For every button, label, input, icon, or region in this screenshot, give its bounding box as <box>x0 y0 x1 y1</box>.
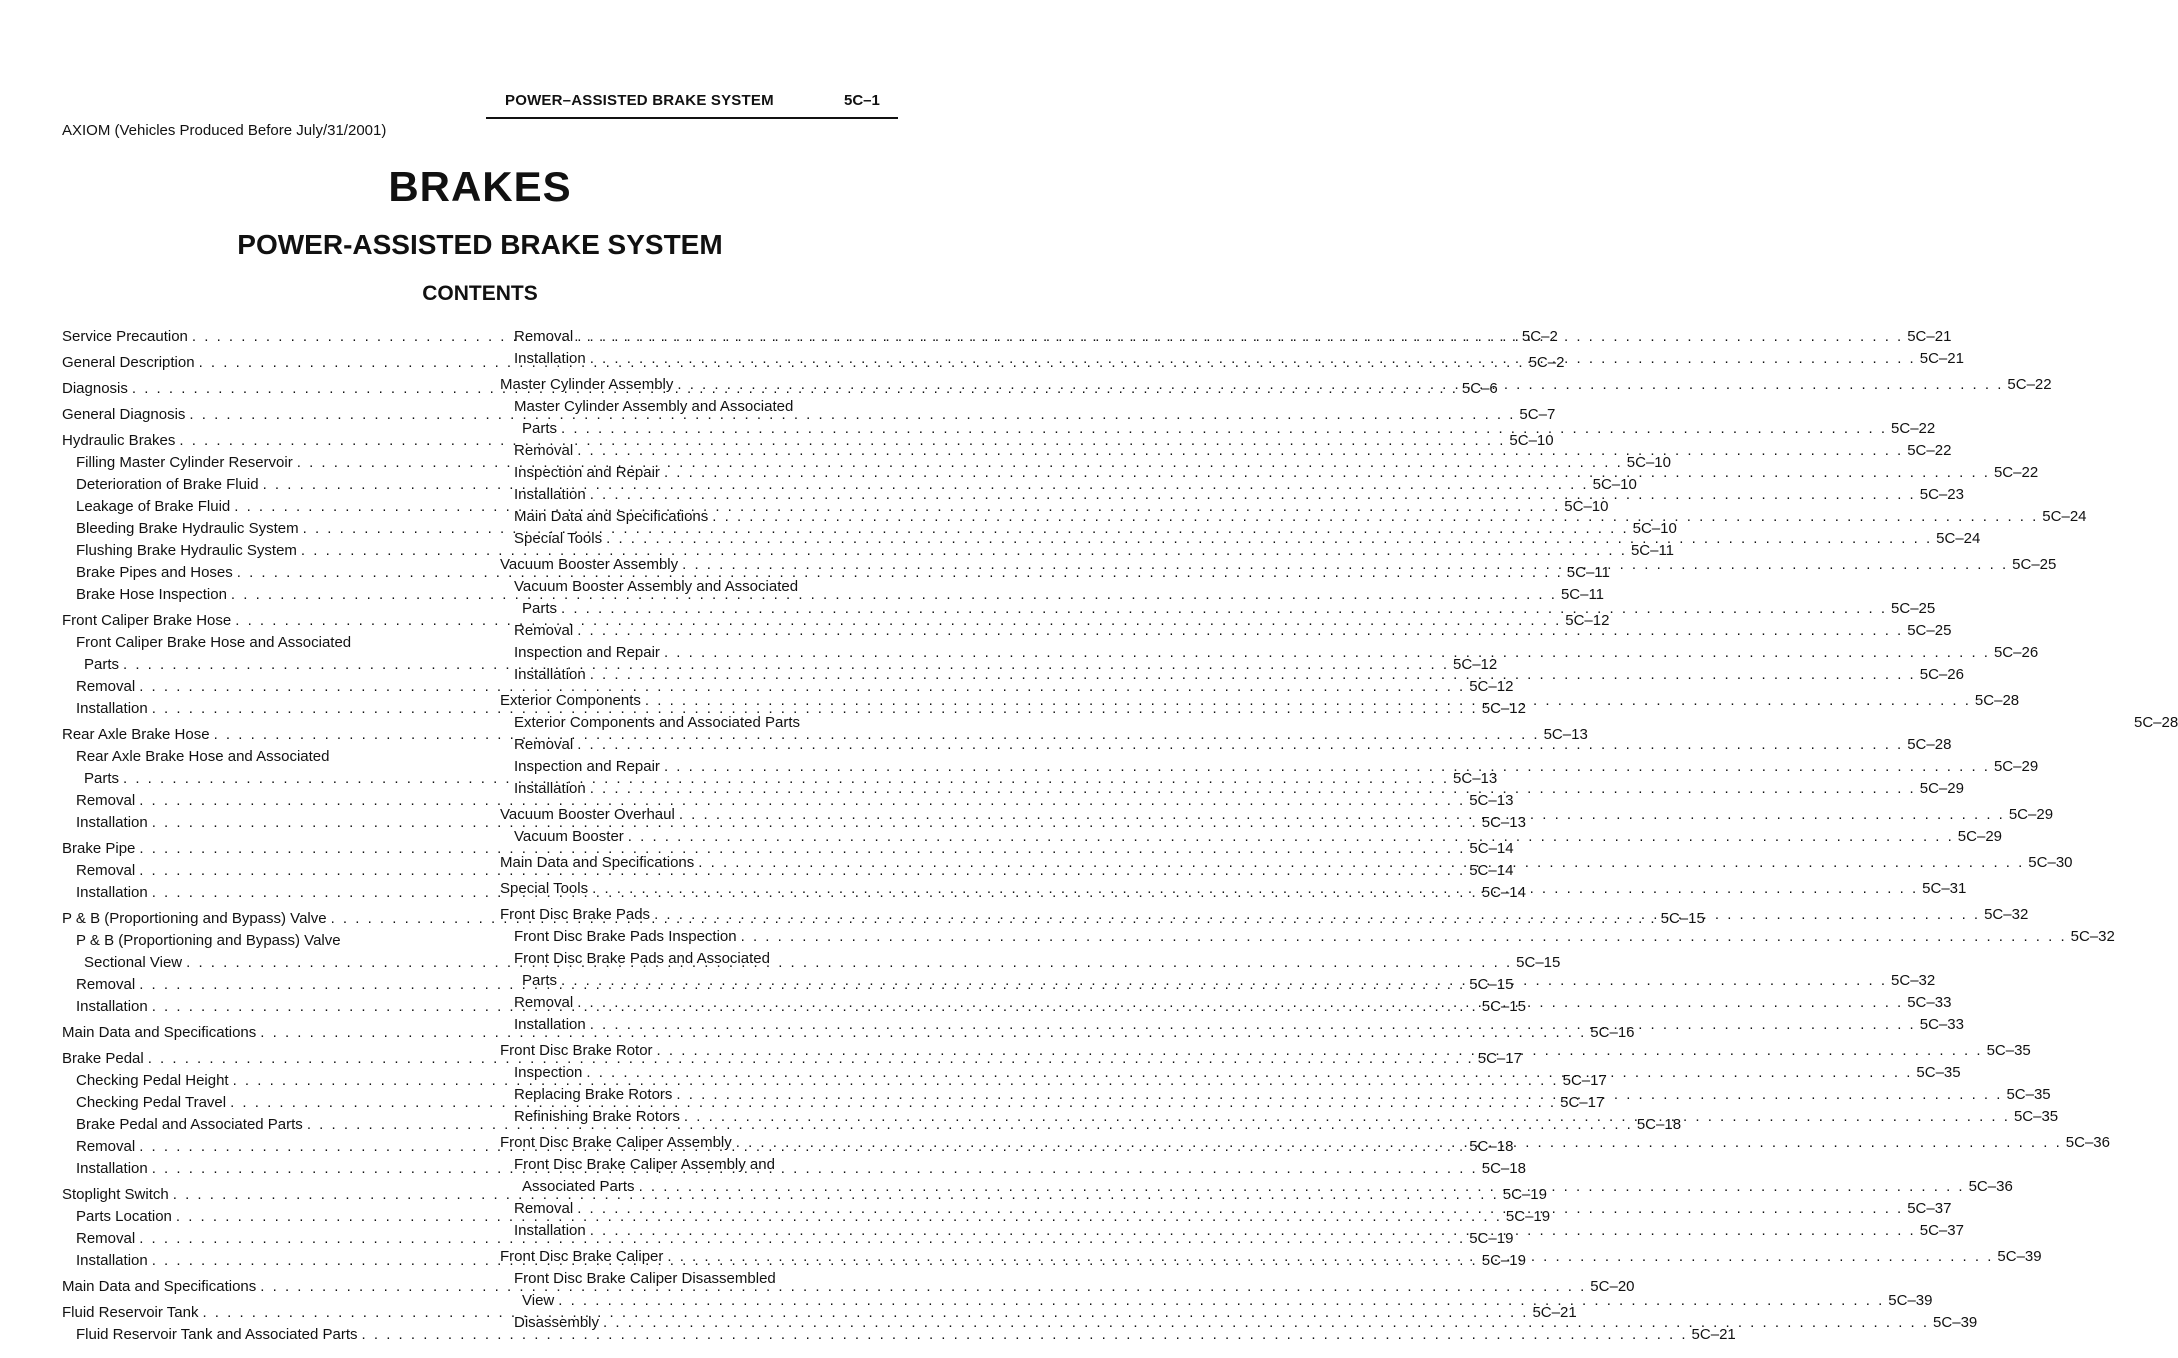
header-page-number: 5C–1 <box>844 92 880 109</box>
toc-page-number: 5C–11 <box>1630 542 1675 559</box>
toc-leader-dots <box>577 734 1903 756</box>
toc-page-number: 5C–14 <box>1481 884 1526 901</box>
toc-entry-title: Inspection and Repair <box>514 464 660 481</box>
toc-entry-title: Front Caliper Brake Hose and Associated <box>76 634 352 651</box>
toc-page-number: 5C–19 <box>1469 1230 1514 1247</box>
toc-entry-title: Installation <box>514 1016 586 1033</box>
toc-entry-title: Brake Pipe <box>62 840 136 857</box>
toc-entry-title: Stoplight Switch <box>62 1186 169 1203</box>
toc-entry-title: General Diagnosis <box>62 406 186 423</box>
toc-page-number: 5C–17 <box>1477 1050 1522 1067</box>
header-rule <box>486 117 898 119</box>
toc-entry-title: Vacuum Booster Assembly <box>500 556 679 573</box>
toc-page-number: 5C–22 <box>2007 376 2052 393</box>
toc-page-number: 5C–31 <box>1922 880 1967 897</box>
toc-leader-dots <box>603 1312 1929 1334</box>
toc-leader-dots <box>577 620 1903 642</box>
toc-entry-title: Checking Pedal Travel <box>76 1094 227 1111</box>
toc-entry-title: Removal <box>514 622 574 639</box>
toc-entry-title: Installation <box>76 814 148 831</box>
toc-page-number: 5C–32 <box>1891 972 1936 989</box>
header-section-title: POWER–ASSISTED BRAKE SYSTEM <box>505 92 774 109</box>
toc-page-number: 5C–32 <box>2070 928 2115 945</box>
toc-page-number: 5C–10 <box>1564 498 1609 515</box>
toc-entry-title: Front Disc Brake Caliper Assembly and <box>514 1156 775 1173</box>
toc-page-number: 5C–36 <box>1968 1178 2013 1195</box>
toc-page-number: 5C–20 <box>1590 1278 1635 1295</box>
toc-page-number: 5C–10 <box>1509 432 1554 449</box>
toc-entry-title: Master Cylinder Assembly <box>500 376 674 393</box>
toc-entry[interactable] <box>500 348 1964 370</box>
document-subtitle: POWER-ASSISTED BRAKE SYSTEM <box>237 229 723 260</box>
toc-entry-title: Front Disc Brake Pads <box>500 906 651 923</box>
toc-entry-title: Special Tools <box>500 880 589 897</box>
toc-entry-title: Front Disc Brake Caliper Disassembled <box>514 1270 776 1287</box>
toc-page-number: 5C–35 <box>1916 1064 1961 1081</box>
toc-page-number: 5C–26 <box>1919 666 1964 683</box>
toc-leader-dots <box>577 1198 1903 1220</box>
toc-entry-title: Installation <box>514 780 586 797</box>
toc-entry-title: Main Data and Specifications <box>62 1278 257 1295</box>
toc-page-number: 5C–21 <box>1919 350 1964 367</box>
toc-entry-title: Fluid Reservoir Tank and Associated Parts <box>76 1326 358 1343</box>
contents-heading: CONTENTS <box>422 282 538 305</box>
toc-entry-title: Front Disc Brake Pads and Associated <box>514 950 770 967</box>
toc-entry-title: Brake Hose Inspection <box>76 586 227 603</box>
toc-entry-title: Front Disc Brake Caliper <box>500 1248 664 1265</box>
toc-page-number: 5C–13 <box>1469 792 1514 809</box>
toc-leader-dots <box>684 1106 2010 1128</box>
toc-leader-dots <box>645 690 1971 712</box>
toc-page-number: 5C–15 <box>1516 954 1561 971</box>
toc-page-number: 5C–35 <box>2013 1108 2059 1125</box>
toc-leader-dots <box>558 1290 1884 1312</box>
toc-page-number: 5C–10 <box>1626 454 1671 471</box>
toc-entry-title: Deterioration of Brake Fluid <box>76 476 259 493</box>
toc-leader-dots <box>628 826 1954 848</box>
toc-page-number: 5C–29 <box>2008 806 2054 823</box>
toc-entry-title: Inspection <box>514 1064 583 1081</box>
toc-entry-title: P & B (Proportioning and Bypass) Valve <box>62 910 327 927</box>
toc-entry-title: Installation <box>514 666 586 683</box>
toc-entry-title: Vacuum Booster <box>514 828 624 845</box>
toc-page-number: 5C–13 <box>1453 770 1498 787</box>
toc-entry-title: Exterior Components and Associated Parts <box>514 714 800 731</box>
toc-leader-dots <box>736 1132 2062 1154</box>
toc-entry-title: Installation <box>514 1222 586 1239</box>
toc-entry-title: Brake Pedal <box>62 1050 144 1067</box>
toc-page-number: 5C–18 <box>1636 1116 1682 1133</box>
toc-entry[interactable] <box>500 712 2178 734</box>
toc-page-number: 5C–26 <box>1993 644 2039 661</box>
toc-page-number: 5C–21 <box>1907 328 1952 345</box>
toc-entry-title: Special Tools <box>514 530 603 547</box>
toc-page-number: 5C–35 <box>2006 1086 2051 1103</box>
toc-page-number: 5C–39 <box>1888 1292 1933 1309</box>
toc-leader-dots <box>577 326 1903 348</box>
toc-page-number: 5C–12 <box>1469 678 1514 695</box>
toc-entry-title: Disassembly <box>514 1314 600 1331</box>
toc-page-number: 5C–12 <box>1565 612 1610 629</box>
toc-entry-title: Filling Master Cylinder Reservoir <box>76 454 293 471</box>
toc-entry[interactable] <box>62 790 1514 812</box>
toc-page-number: 5C–19 <box>1505 1208 1551 1225</box>
vehicle-line: AXIOM (Vehicles Produced Before July/31/2001) <box>62 122 387 139</box>
toc-page-number: 5C–11 <box>1560 586 1605 603</box>
toc-entry-title: Exterior Components <box>500 692 641 709</box>
toc-entry-title: Removal <box>76 976 136 993</box>
toc-leader-dots <box>698 852 2024 874</box>
toc-entry-title-continued: Parts <box>84 770 120 787</box>
toc-page-number: 5C–10 <box>1632 520 1677 537</box>
toc-entry-title: Front Disc Brake Caliper Assembly <box>500 1134 732 1151</box>
toc-leader-dots <box>561 418 1887 440</box>
toc-page-number: 5C–32 <box>1984 906 2029 923</box>
toc-page-number: 5C–14 <box>1469 840 1514 857</box>
toc-page-number: 5C–28 <box>2134 714 2178 731</box>
toc-page-number: 5C–22 <box>1891 420 1936 437</box>
toc-leader-dots <box>590 1014 1916 1036</box>
toc-page-number: 5C–18 <box>1481 1160 1526 1177</box>
toc-entry-title: Main Data and Specifications <box>514 508 709 525</box>
toc-page-number: 5C–29 <box>1919 780 1964 797</box>
toc-entry-title: Removal <box>76 792 136 809</box>
toc-entry-title: Replacing Brake Rotors <box>514 1086 673 1103</box>
toc-entry-title-continued: Sectional View <box>84 954 183 971</box>
toc-entry[interactable] <box>62 676 1514 698</box>
toc-leader-dots <box>561 598 1887 620</box>
toc-leader-dots <box>741 926 2067 948</box>
toc-leader-dots <box>577 440 1903 462</box>
toc-entry-title-continued: View <box>522 1292 555 1309</box>
toc-entry-title-continued: Associated Parts <box>522 1178 635 1195</box>
toc-entry-title: Hydraulic Brakes <box>62 432 176 449</box>
toc-leader-dots <box>676 1084 2002 1106</box>
toc-entry-title: General Description <box>62 354 195 371</box>
toc-entry-title: Rear Axle Brake Hose and Associated <box>76 748 330 765</box>
toc-entry-title: Checking Pedal Height <box>76 1072 229 1089</box>
toc-entry-title: Removal <box>76 678 136 695</box>
toc-entry-title-continued: Parts <box>522 420 558 437</box>
toc-leader-dots <box>679 804 2005 826</box>
toc-entry-title: Brake Pipes and Hoses <box>76 564 233 581</box>
toc-entry-title: Installation <box>76 1160 148 1177</box>
toc-page-number: 5C–29 <box>1957 828 2002 845</box>
toc-page-number: 5C–22 <box>1993 464 2039 481</box>
toc-entry-title: Front Disc Brake Pads Inspection <box>514 928 737 945</box>
toc-leader-dots <box>664 756 1990 778</box>
toc-entry-title: Vacuum Booster Overhaul <box>500 806 675 823</box>
toc-leader-dots <box>667 1246 1993 1268</box>
toc-entry-title: Fluid Reservoir Tank <box>62 1304 199 1321</box>
toc-entry[interactable] <box>62 540 1675 562</box>
toc-entry-title: P & B (Proportioning and Bypass) Valve <box>76 932 341 949</box>
toc-page-number: 5C–21 <box>1691 1326 1736 1343</box>
toc-leader-dots <box>590 778 1916 800</box>
toc-page-number: 5C–39 <box>1997 1248 2042 1265</box>
toc-page-number: 5C–2 <box>1528 354 1565 371</box>
toc-page-number: 5C–12 <box>1453 656 1498 673</box>
toc-entry-title: Removal <box>76 1138 136 1155</box>
toc-page-number: 5C–13 <box>1543 726 1588 743</box>
toc-entry-title: Removal <box>514 328 574 345</box>
toc-entry-title-continued: Parts <box>84 656 120 673</box>
toc-page-number: 5C–25 <box>1891 600 1936 617</box>
toc-entry-title: Installation <box>76 884 148 901</box>
toc-page-number: 5C–10 <box>1592 476 1637 493</box>
toc-entry-title: Installation <box>76 700 148 717</box>
toc-entry-title: Main Data and Specifications <box>500 854 695 871</box>
toc-entry[interactable] <box>62 838 1514 860</box>
toc-leader-dots <box>590 484 1916 506</box>
toc-leader-dots <box>639 1176 1965 1198</box>
toc-entry-title: Removal <box>76 1230 136 1247</box>
toc-page-number: 5C–24 <box>2042 508 2087 525</box>
toc-page-number: 5C–11 <box>1566 564 1610 581</box>
toc-entry-title: Installation <box>514 486 586 503</box>
toc-page-number: 5C–7 <box>1519 406 1556 423</box>
toc-entry-title: Front Caliper Brake Hose <box>62 612 232 629</box>
toc-leader-dots <box>590 348 1916 370</box>
toc-leader-dots <box>682 554 2008 576</box>
toc-entry-title: Front Disc Brake Rotor <box>500 1042 653 1059</box>
toc-page-number: 5C–15 <box>1481 998 1526 1015</box>
toc-page-number: 5C–17 <box>1562 1072 1607 1089</box>
toc-page-number: 5C–16 <box>1590 1024 1635 1041</box>
toc-entry-title: Installation <box>514 350 586 367</box>
toc-entry-title: Parts Location <box>76 1208 172 1225</box>
toc-entry-title: Installation <box>76 998 148 1015</box>
toc-leader-dots <box>677 374 2003 396</box>
toc-leader-dots <box>592 878 1918 900</box>
toc-leader-dots <box>586 1062 1912 1084</box>
toc-page-number: 5C–28 <box>1907 736 1952 753</box>
toc-page-number: 5C–19 <box>1502 1186 1547 1203</box>
toc-page-number: 5C–37 <box>1907 1200 1952 1217</box>
toc-entry-title: Inspection and Repair <box>514 758 660 775</box>
toc-entry-title: Removal <box>514 994 574 1011</box>
toc-page-number: 5C–25 <box>1907 622 1952 639</box>
toc-page-number: 5C–28 <box>1974 692 2020 709</box>
toc-leader-dots <box>577 992 1903 1014</box>
toc-page-number: 5C–21 <box>1532 1304 1577 1321</box>
toc-entry[interactable] <box>500 756 2039 778</box>
toc-entry-title: Removal <box>514 442 574 459</box>
toc-entry-title: Brake Pedal and Associated Parts <box>76 1116 303 1133</box>
toc-page-number: 5C–19 <box>1481 1252 1526 1269</box>
document-title: BRAKES <box>388 163 572 210</box>
toc-entry-title: Rear Axle Brake Hose <box>62 726 210 743</box>
toc-entry-title: Service Precaution <box>62 328 188 345</box>
toc-page-number: 5C–37 <box>1919 1222 1964 1239</box>
toc-page-number: 5C–13 <box>1481 814 1526 831</box>
toc-leader-dots <box>654 904 1980 926</box>
toc-page-number: 5C–18 <box>1469 1138 1514 1155</box>
toc-page-number: 5C–15 <box>1660 910 1705 927</box>
toc-entry[interactable] <box>500 326 1952 348</box>
toc-page-number: 5C–24 <box>1936 530 1981 547</box>
toc-entry-title: Bleeding Brake Hydraulic System <box>76 520 299 537</box>
toc-leader-dots <box>561 970 1887 992</box>
toc-entry[interactable] <box>62 1324 1736 1346</box>
toc-entry-title: Leakage of Brake Fluid <box>76 498 231 515</box>
toc-page-number: 5C–12 <box>1481 700 1526 717</box>
toc-page-number: 5C–17 <box>1560 1094 1605 1111</box>
toc-page-number: 5C–15 <box>1469 976 1514 993</box>
toc-leader-dots <box>664 462 1990 484</box>
toc-page-number: 5C–23 <box>1919 486 1964 503</box>
toc-entry-title: Refinishing Brake Rotors <box>514 1108 680 1125</box>
toc-page-number: 5C–2 <box>1521 328 1558 345</box>
toc-leader-dots <box>606 528 1932 550</box>
toc-entry-title: Main Data and Specifications <box>62 1024 257 1041</box>
toc-page-number: 5C–22 <box>1907 442 1952 459</box>
toc-page-number: 5C–30 <box>2028 854 2073 871</box>
toc-entry[interactable] <box>500 642 2039 664</box>
toc-page-number: 5C–25 <box>2012 556 2057 573</box>
toc-leader-dots <box>590 1220 1916 1242</box>
toc-entry[interactable] <box>500 926 2115 948</box>
toc-leader-dots <box>712 506 2038 528</box>
toc-page-number: 5C–14 <box>1469 862 1514 879</box>
toc-entry-title: Removal <box>76 862 136 879</box>
toc-page-number: 5C–33 <box>1907 994 1952 1011</box>
toc-leader-dots <box>664 642 1990 664</box>
toc-page-number: 5C–36 <box>2065 1134 2110 1151</box>
toc-entry-title: Installation <box>76 1252 148 1269</box>
toc-page-number: 5C–6 <box>1461 380 1498 397</box>
toc-page-number: 5C–35 <box>1986 1042 2031 1059</box>
toc-entry-title-continued: Parts <box>522 972 558 989</box>
toc-entry[interactable] <box>500 826 2002 848</box>
toc-entry-title: Master Cylinder Assembly and Associated <box>514 398 794 415</box>
toc-entry-title: Removal <box>514 1200 574 1217</box>
toc-page-number: 5C–33 <box>1919 1016 1964 1033</box>
toc-page-number: 5C–29 <box>1993 758 2039 775</box>
toc-leader-dots <box>657 1040 1983 1062</box>
toc-entry-title-continued: Parts <box>522 600 558 617</box>
toc-leader-dots <box>590 664 1916 686</box>
toc-entry-title: Diagnosis <box>62 380 128 397</box>
toc-entry-title: Flushing Brake Hydraulic System <box>76 542 297 559</box>
toc-entry-title: Inspection and Repair <box>514 644 660 661</box>
toc-page-number: 5C–39 <box>1933 1314 1978 1331</box>
toc-entry-title: Vacuum Booster Assembly and Associated <box>514 578 799 595</box>
toc-entry-title: Removal <box>514 736 574 753</box>
